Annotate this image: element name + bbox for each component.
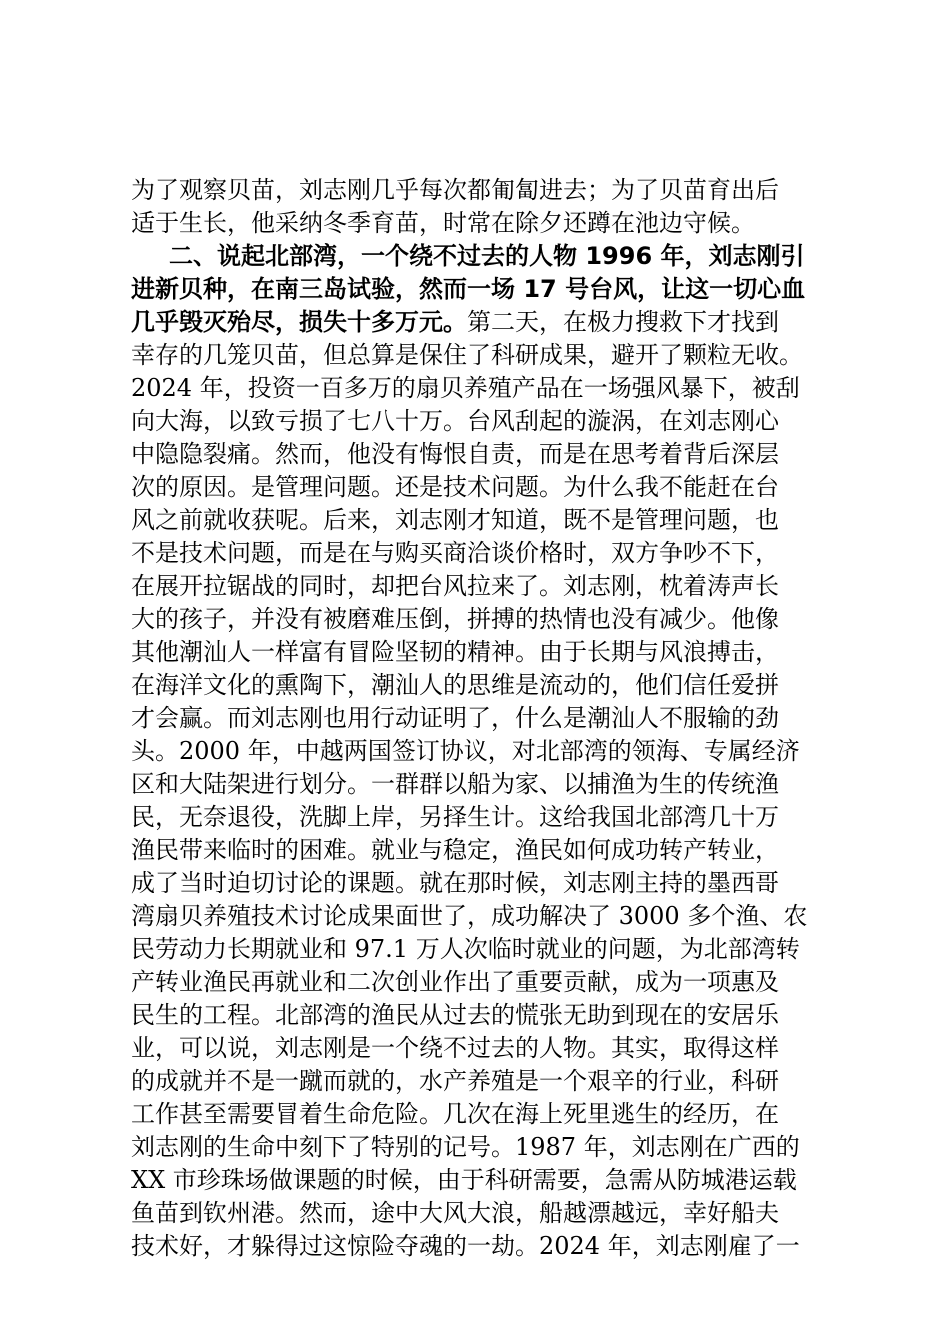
line-text: 民，无奈退役，洗脚上岸，另择生计。这给我国北部湾几十万 (131, 803, 779, 831)
text-line (131, 405, 831, 438)
text-line (131, 1164, 831, 1197)
text-line (131, 735, 831, 768)
text-line (131, 1098, 831, 1131)
line-text: 头。2000 年，中越两国签订协议，对北部湾的领海、专属经济 (131, 737, 800, 765)
text-line (131, 1197, 831, 1230)
line-text: 不是技术问题，而是在与购买商洽谈价格时，双方争吵不下， (131, 539, 779, 567)
text-line (131, 999, 831, 1032)
line-text: 鱼苗到钦州港。然而，途中大风大浪，船越漂越远，幸好船夫 (131, 1199, 779, 1227)
line-text: 在海洋文化的熏陶下，潮汕人的思维是流动的，他们信任爱拼 (131, 671, 779, 699)
text-line (131, 603, 831, 636)
text-line (131, 438, 831, 471)
text-line (131, 504, 831, 537)
text-line (131, 669, 831, 702)
line-text: 成了当时迫切讨论的课题。就在那时候，刘志刚主持的墨西哥 (131, 869, 779, 897)
text-line (131, 537, 831, 570)
line-text: 在展开拉锯战的同时，却把台风拉来了。刘志刚，枕着涛声长 (131, 572, 779, 600)
text-line (131, 933, 831, 966)
line-text: 技术好，才躲得过这惊险夺魂的一劫。2024 年，刘志刚雇了一 (131, 1232, 800, 1260)
text-line (131, 1230, 831, 1263)
text-line (131, 702, 831, 735)
text-line (131, 570, 831, 603)
section-heading-line (131, 273, 831, 306)
line-text: 的成就并不是一蹴而就的，水产养殖是一个艰辛的行业，科研 (131, 1067, 779, 1095)
text-line (131, 207, 831, 240)
text-line (131, 1131, 831, 1164)
section-heading: 进新贝种，在南三岛试验，然而一场 17 号台风，让这一切心血 (131, 275, 806, 303)
line-text: 次的原因。是管理问题。还是技术问题。为什么我不能赶在台 (131, 473, 779, 501)
line-text: XX 市珍珠场做课题的时候，由于科研需要，急需从防城港运载 (131, 1166, 797, 1194)
section-heading-line (131, 240, 831, 273)
line-text: 业，可以说，刘志刚是一个绕不过去的人物。其实，取得这样 (131, 1034, 779, 1062)
line-text: 大的孩子，并没有被磨难压倒，拼搏的热情也没有减少。他像 (131, 605, 779, 633)
line-text: 刘志刚的生命中刻下了特别的记号。1987 年，刘志刚在广西的 (131, 1133, 800, 1161)
line-text: 区和大陆架进行划分。一群群以船为家、以捕渔为生的传统渔 (131, 770, 779, 798)
line-text: 第二天，在极力搜救下才找到 (467, 308, 779, 336)
line-text: 风之前就收获呢。后来，刘志刚才知道，既不是管理问题，也 (131, 506, 779, 534)
text-line (131, 339, 831, 372)
line-text: 2024 年，投资一百多万的扇贝养殖产品在一场强风暴下，被刮 (131, 374, 800, 402)
text-line (131, 900, 831, 933)
line-text: 湾扇贝养殖技术讨论成果面世了，成功解决了 3000 多个渔、农 (131, 902, 808, 930)
line-text: 产转业渔民再就业和二次创业作出了重要贡献，成为一项惠及 (131, 968, 779, 996)
section-heading: 几乎毁灭殆尽，损失十多万元。 (131, 308, 467, 336)
text-line (131, 834, 831, 867)
line-text: 民劳动力长期就业和 97.1 万人次临时就业的问题，为北部湾转 (131, 935, 800, 963)
line-text: 为了观察贝苗，刘志刚几乎每次都匍匐进去；为了贝苗育出后 (131, 176, 779, 204)
text-line (131, 867, 831, 900)
text-line (131, 372, 831, 405)
line-text: 工作甚至需要冒着生命危险。几次在海上死里逃生的经历，在 (131, 1100, 779, 1128)
text-line (131, 1032, 831, 1065)
line-text: 渔民带来临时的困难。就业与稳定，渔民如何成功转产转业， (131, 836, 779, 864)
line-text: 其他潮汕人一样富有冒险坚韧的精神。由于长期与风浪搏击， (131, 638, 779, 666)
text-line (131, 768, 831, 801)
text-line (131, 471, 831, 504)
text-line (131, 1065, 831, 1098)
text-line (131, 174, 831, 207)
section-heading: 二、说起北部湾，一个绕不过去的人物 1996 年，刘志刚引 (169, 242, 805, 270)
line-text: 适于生长，他采纳冬季育苗，时常在除夕还蹲在池边守候。 (131, 209, 755, 237)
line-text: 民生的工程。北部湾的渔民从过去的慌张无助到现在的安居乐 (131, 1001, 779, 1029)
line-text: 幸存的几笼贝苗，但总算是保住了科研成果，避开了颗粒无收。 (131, 341, 803, 369)
line-text: 中隐隐裂痛。然而，他没有悔恨自责，而是在思考着背后深层 (131, 440, 779, 468)
text-line (131, 966, 831, 999)
line-text: 向大海，以致亏损了七八十万。台风刮起的漩涡，在刘志刚心 (131, 407, 779, 435)
text-line (131, 306, 831, 339)
text-line (131, 636, 831, 669)
body-text (131, 174, 831, 1263)
line-text: 才会赢。而刘志刚也用行动证明了，什么是潮汕人不服输的劲 (131, 704, 779, 732)
text-line (131, 801, 831, 834)
